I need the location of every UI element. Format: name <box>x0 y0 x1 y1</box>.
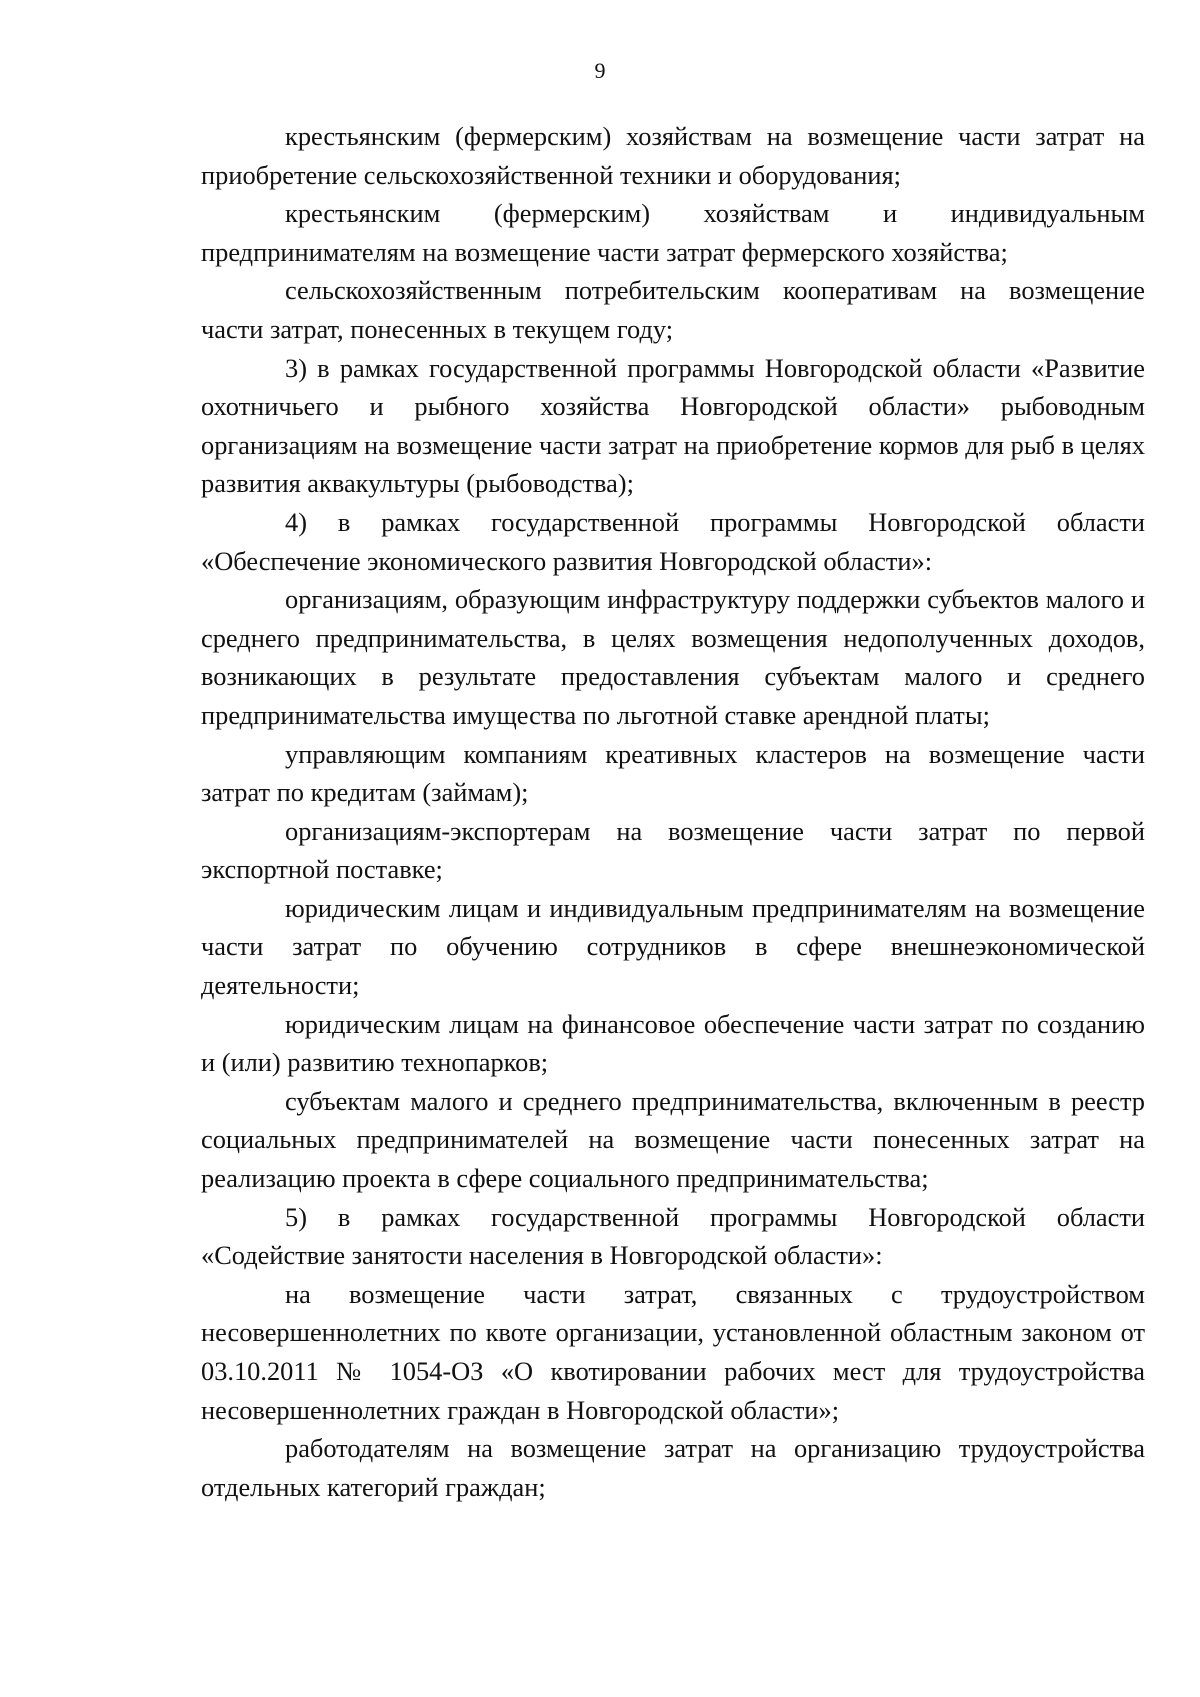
paragraph: работодателям на возмещение затрат на организацию трудоустройства отдельных категорий граждан; <box>201 1433 1145 1502</box>
paragraph: организациям, образующим инфраструктуру поддержки субъектов малого и среднего предпринимательства, в целях возмещения недополученных доходов, возникающих в результате предоставления субъектам малого и среднего предпринимательства имущества по льготной ставке арендной платы; <box>201 584 1145 730</box>
paragraph: крестьянским (фермерским) хозяйствам на возмещение части затрат на приобретение сельскохозяйственной техники и оборудования; <box>201 121 1145 190</box>
paragraph: юридическим лицам на финансовое обеспечение части затрат по созданию и (или) развитию технопарков; <box>201 1008 1145 1078</box>
paragraph: юридическим лицам и индивидуальным предпринимателям на возмещение части затрат по обучению сотрудников в сфере внешнеэкономической деятельности; <box>201 892 1145 1001</box>
paragraph: 4) в рамках государственной программы Новгородской области «Обеспечение экономического развития Новгородской области»: <box>201 506 1145 576</box>
paragraph: крестьянским (фермерским) хозяйствам и индивидуальным предпринимателям на возмещение части затрат фермерского хозяйства; <box>201 198 1145 267</box>
paragraph: 5) в рамках государственной программы Новгородской области «Содействие занятости населения в Новгородской области»: <box>201 1201 1145 1271</box>
paragraph: управляющим компаниям креативных кластеров на возмещение части затрат по кредитам (займам); <box>201 738 1145 808</box>
paragraph: субъектам малого и среднего предпринимательства, включенным в реестр социальных предпринимателей на возмещение части понесенных затрат на реализацию проекта в сфере социального предпринимательства; <box>201 1085 1145 1194</box>
paragraph: 3) в рамках государственной программы Новгородской области «Развитие охотничьего и рыбного хозяйства Новгородской области» рыбоводным организациям на возмещение части затрат на приобретение кормов для рыб в целях развития аквакультуры (рыбоводства); <box>201 352 1145 499</box>
paragraph: организациям-экспортерам на возмещение части затрат по первой экспортной поставке; <box>201 815 1145 885</box>
page-number: 9 <box>594 58 606 83</box>
paragraph: сельскохозяйственным потребительским кооперативам на возмещение части затрат, понесенных в текущем году; <box>201 275 1145 344</box>
paragraph: на возмещение части затрат, связанных с трудоустройством несовершеннолетних по квоте организации, установленной областным законом от 03.10.2011 № 1054-ОЗ «О квотировании рабочих мест для трудоустройства несовершеннолетних граждан в Новгородской области»; <box>201 1278 1145 1425</box>
document-body <box>201 117 1145 1506</box>
